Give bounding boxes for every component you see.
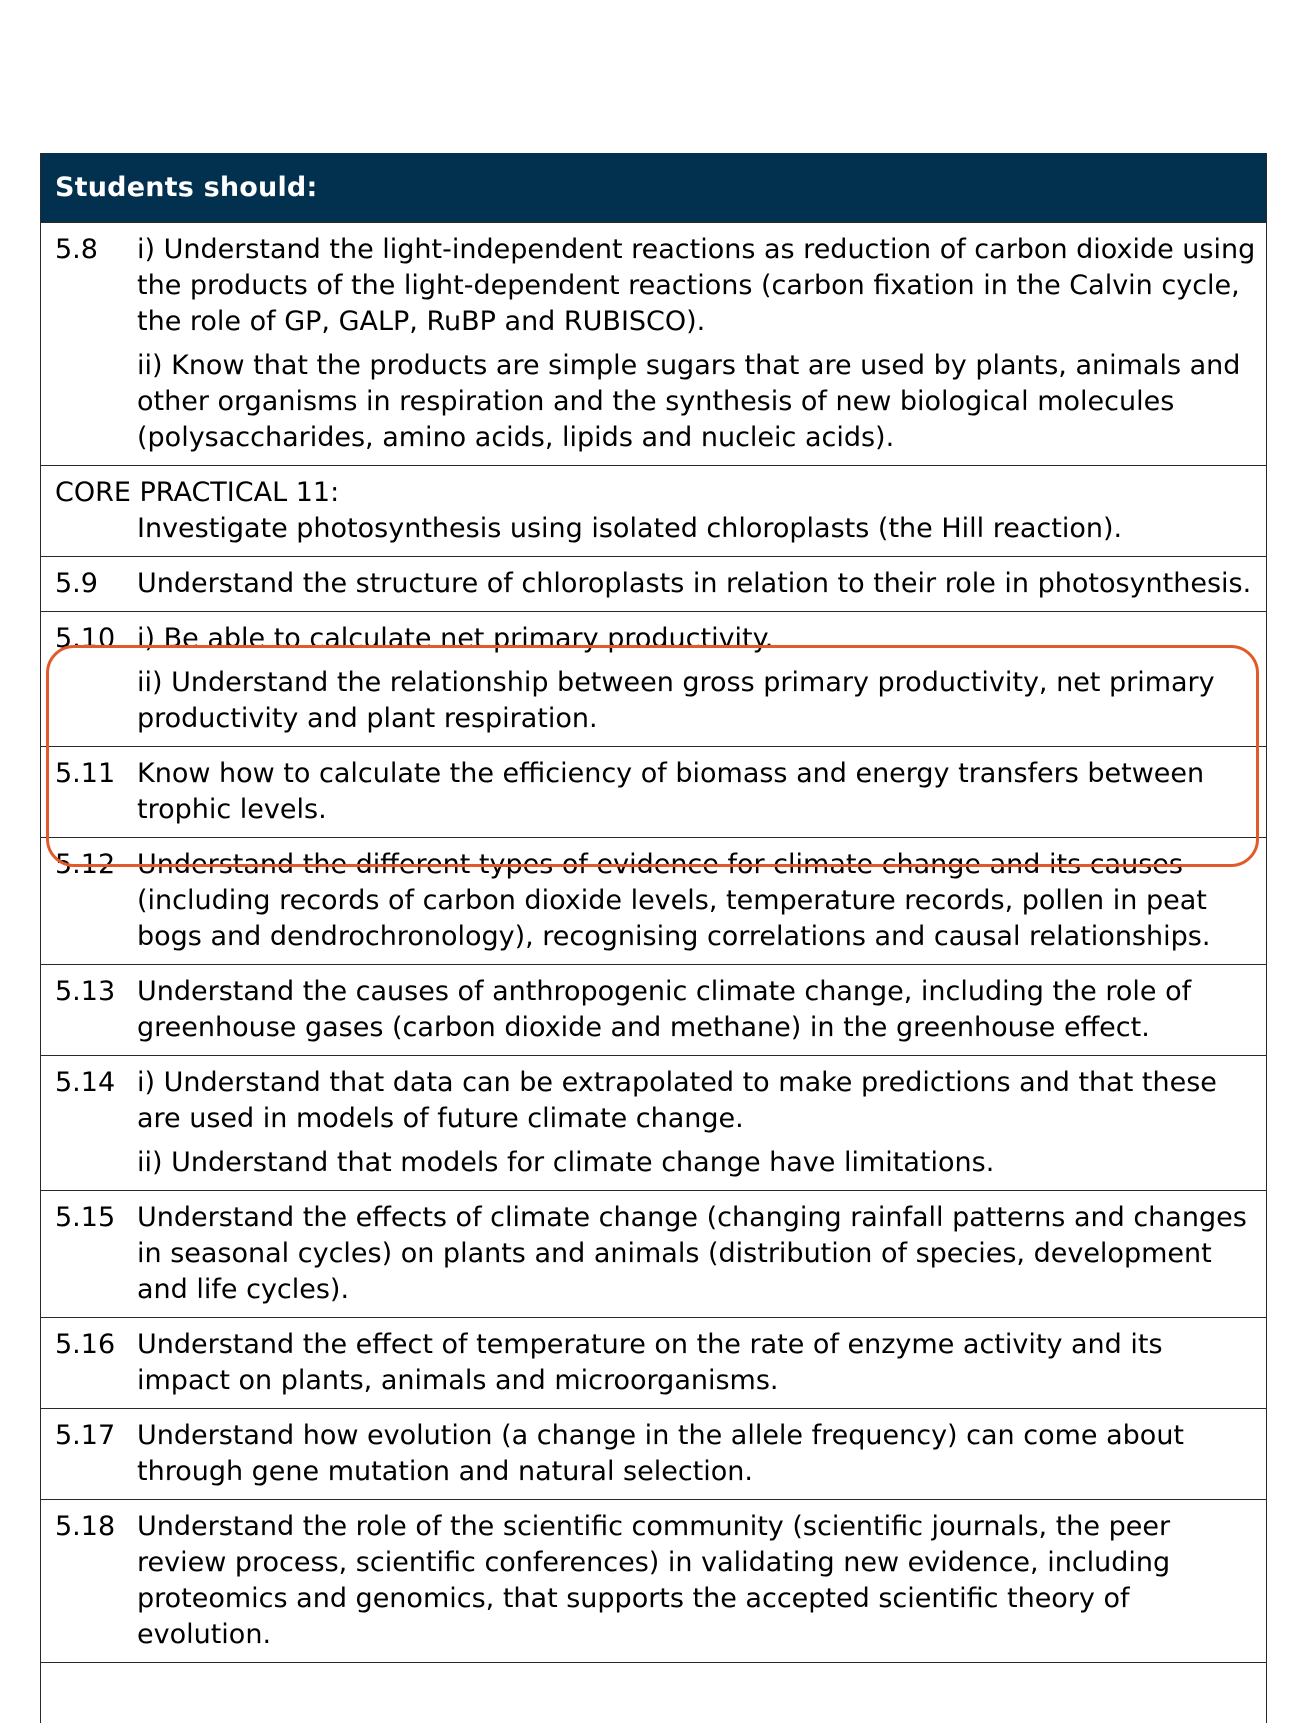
spec-paragraph: i) Understand that data can be extrapolated to make predictions and that these are used in models of future climate change. [137, 1067, 1217, 1134]
spec-paragraph: ii) Understand the relationship between gross primary productivity, net primary productivity and plant respiration. [137, 667, 1215, 734]
spec-row-5-15 [41, 1191, 1266, 1318]
spec-paragraph: Understand the structure of chloroplasts in relation to their role in photosynthesis. [137, 568, 1252, 599]
spec-paragraph: ii) Understand that models for climate change have limitations. [137, 1147, 995, 1178]
spec-content [137, 566, 1256, 602]
spec-content [137, 974, 1256, 1046]
spec-number: 5.13 [55, 976, 116, 1007]
spec-paragraph: i) Be able to calculate net primary productivity. [137, 623, 774, 654]
core-practical-body: Investigate photosynthesis using isolated chloroplasts (the Hill reaction). [137, 513, 1123, 544]
spec-row-5-10 [41, 612, 1266, 747]
spec-number: 5.16 [55, 1329, 116, 1360]
spec-number: 5.12 [55, 849, 116, 880]
spec-row-partial [41, 1663, 1266, 1723]
spec-content [137, 756, 1256, 828]
specification-table [40, 153, 1267, 1723]
spec-content [137, 1327, 1256, 1399]
spec-row-5-9 [41, 557, 1266, 612]
spec-paragraph: ii) Know that the products are simple sugars that are used by plants, animals and other organisms in respiration and the synthesis of new biological molecules (polysaccharides, amino acids, lipids and nucleic acids). [137, 350, 1241, 453]
spec-paragraph: Understand the role of the scientific community (scientific journals, the peer review process, scientific conferences) in validating new evidence, including proteomics and genomics, that supports the accepted scientific theory of evolution. [137, 1511, 1171, 1650]
spec-row-5-18 [41, 1500, 1266, 1663]
spec-number: 5.8 [55, 234, 98, 265]
spec-row-5-14 [41, 1056, 1266, 1191]
core-practical-title: CORE PRACTICAL 11: [55, 477, 340, 508]
spec-number: 5.11 [55, 758, 116, 789]
spec-number: 5.17 [55, 1420, 116, 1451]
spec-row-5-11 [41, 747, 1266, 838]
spec-number: 5.9 [55, 568, 98, 599]
spec-number: 5.18 [55, 1511, 116, 1542]
table-header [41, 153, 1266, 223]
spec-content [137, 1200, 1256, 1308]
spec-content [137, 621, 1256, 737]
spec-row-5-16 [41, 1318, 1266, 1409]
spec-number: 5.15 [55, 1202, 116, 1233]
spec-row-5-12 [41, 838, 1266, 965]
spec-content [137, 847, 1256, 955]
spec-paragraph: Understand the different types of evidence for climate change and its causes (including records of carbon dioxide levels, temperature records, pollen in peat bogs and dendrochronology), recognising correlations and causal relationships. [137, 849, 1211, 952]
spec-content [137, 1418, 1256, 1490]
spec-paragraph: Understand the causes of anthropogenic climate change, including the role of greenhouse gases (carbon dioxide and methane) in the greenhouse effect. [137, 976, 1192, 1043]
header-title: Students should: [55, 172, 318, 203]
spec-paragraph: i) Understand the light-independent reactions as reduction of carbon dioxide using the products of the light-dependent reactions (carbon fixation in the Calvin cycle, the role of GP, GALP, RuBP and RUBISCO). [137, 234, 1256, 337]
spec-content [137, 1065, 1256, 1181]
spec-paragraph: Understand the effect of temperature on the rate of enzyme activity and its impact on plants, animals and microorganisms. [137, 1329, 1163, 1396]
spec-row-5-8 [41, 223, 1266, 466]
spec-paragraph: Know how to calculate the efficiency of biomass and energy transfers between trophic levels. [137, 758, 1205, 825]
spec-row-5-17 [41, 1409, 1266, 1500]
spec-number: 5.14 [55, 1067, 116, 1098]
spec-content [137, 1509, 1256, 1653]
spec-paragraph: Understand how evolution (a change in the allele frequency) can come about through gene mutation and natural selection. [137, 1420, 1185, 1487]
spec-number: 5.10 [55, 623, 116, 654]
core-practical-row [41, 466, 1266, 557]
spec-paragraph: Understand the effects of climate change (changing rainfall patterns and changes in seasonal cycles) on plants and animals (distribution of species, development and life cycles). [137, 1202, 1247, 1305]
spec-row-5-13 [41, 965, 1266, 1056]
spec-content [137, 232, 1256, 456]
